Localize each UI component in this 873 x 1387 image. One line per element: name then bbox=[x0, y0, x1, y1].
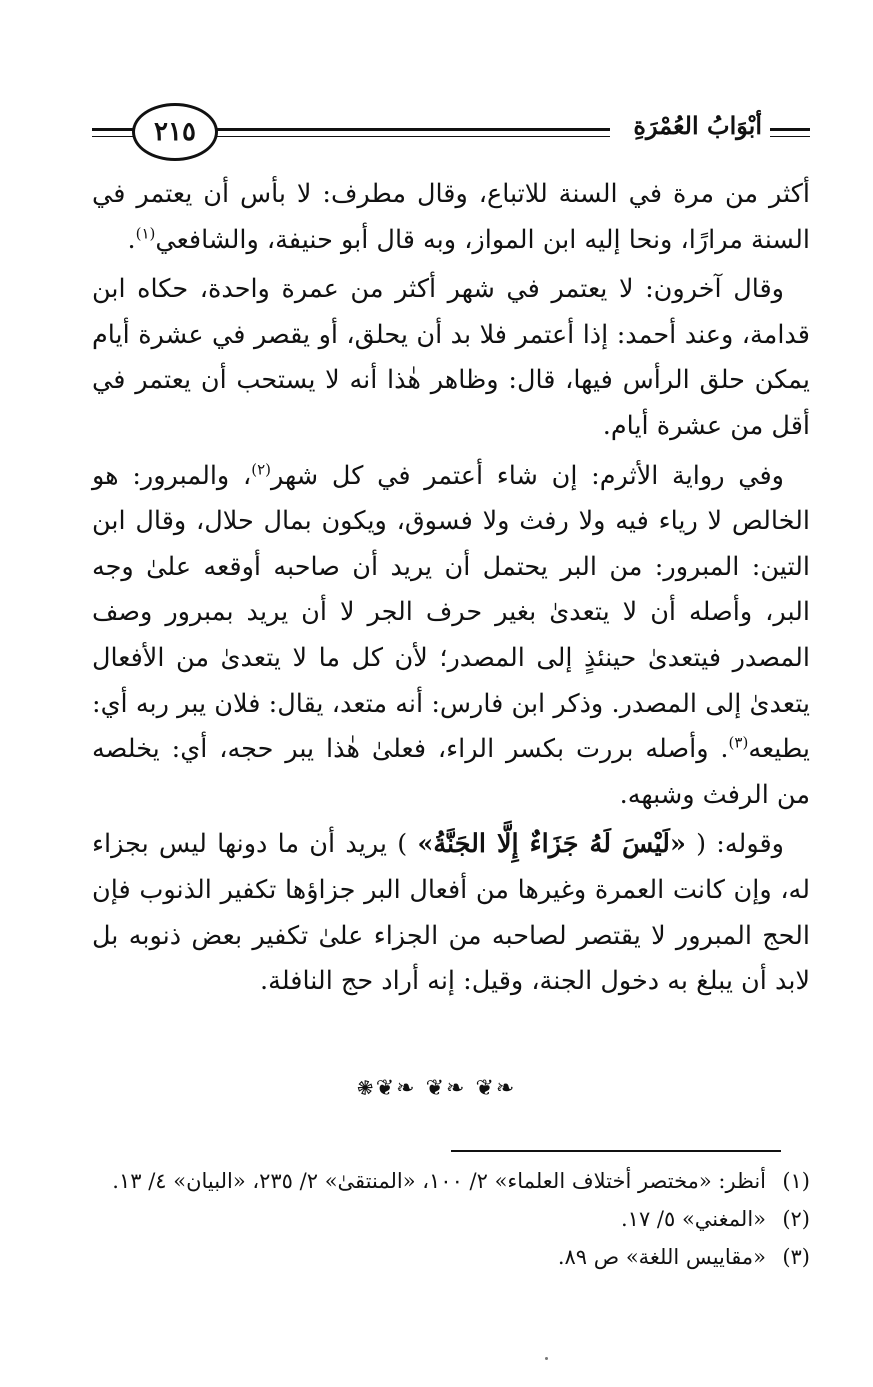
paragraph bbox=[92, 822, 810, 1004]
print-speck bbox=[545, 1357, 548, 1360]
footnote-text: «المغني» ٥/ ١٧. bbox=[620, 1207, 766, 1231]
text-run: أكثر من مرة في السنة للاتباع، وقال مطرف: لا بأس أن يعتمر في السنة مرارًا، ونحا إليه ابن المواز، وبه قال أبو حنيفة، والشافعي bbox=[92, 179, 810, 255]
footnote-marker: (٢) bbox=[251, 460, 271, 479]
footnote bbox=[92, 1238, 810, 1276]
footnote-marker: (٣) bbox=[728, 733, 749, 752]
footnote-number: (١) bbox=[782, 1169, 810, 1193]
header-rule-right bbox=[770, 128, 810, 137]
footnote-marker: (١) bbox=[135, 224, 156, 243]
section-end-ornament: 𖠇❦❧ ❦❧ ❦❧ bbox=[356, 1076, 517, 1101]
text-run: وقال آخرون: لا يعتمر في شهر أكثر من عمرة واحدة، حكاه ابن قدامة، وعند أحمد: إذا أعتمر فلا بد أن يحلق، أو يقصر في عشرة أيام يمكن حلق الرأس فيها، قال: وظاهر هٰذا أنه لا يستحب أن يعتمر في أقل من عشرة أيام. bbox=[92, 274, 810, 441]
text-run: . وأصله بررت بكسر الراء، فعلىٰ هٰذا يبر حجه، أي: يخلصه من الرفث وشبهه. bbox=[92, 734, 810, 810]
running-title: أبْوَابُ العُمْرَةِ bbox=[633, 111, 762, 140]
text-run: وقوله: ( bbox=[685, 829, 784, 860]
footnote-text: أنظر: «مختصر أختلاف العلماء» ٢/ ١٠٠، «المنتقىٰ» ٢/ ٢٣٥، «البيان» ٤/ ١٣. bbox=[112, 1169, 766, 1193]
header-rule-main bbox=[200, 128, 610, 137]
text-run: ) يريد أن ما دونها ليس بجزاء له، وإن كانت العمرة وغيرها من أفعال البر جزاؤها تكفير الذنوب فإن الحج المبرور لا يقتصر لصاحبه من الجزاء علىٰ تكفير بعض ذنوبه بل لابد أن يبلغ به دخول الجنة، وقيل: إنه أراد حج النافلة. bbox=[92, 829, 810, 997]
footnote-text: «مقاييس اللغة» ص ٨٩. bbox=[557, 1245, 766, 1269]
paragraph bbox=[92, 267, 810, 449]
page-number: ٢١٥ bbox=[132, 103, 218, 161]
running-header bbox=[92, 95, 810, 165]
footnote bbox=[92, 1200, 810, 1238]
paragraph bbox=[92, 454, 810, 819]
text-run: . bbox=[127, 224, 136, 255]
footnote-number: (٣) bbox=[782, 1245, 810, 1269]
footnote bbox=[92, 1162, 810, 1200]
body-text bbox=[92, 172, 810, 1005]
footnote-separator bbox=[451, 1150, 781, 1152]
hadith-quote: «لَيْسَ لَهُ جَزَاءٌ إِلَّا الجَنَّةُ» bbox=[417, 829, 686, 860]
text-run: ، والمبرور: هو الخالص لا رياء فيه ولا رفث ولا فسوق، ويكون بمال حلال، وقال ابن التين: المبرور: من البر يحتمل أن يريد أن صاحبه أوقعه علىٰ وجه البر، وأصله أن لا يتعدىٰ بغير حرف الجر لا أن يريد بمبرور وصف المصدر فيتعدىٰ حينئذٍ إلى المصدر؛ لأن كل ما لا يتعدىٰ من الأفعال يتعدىٰ إلى المصدر. وذكر ابن فارس: أنه متعد، يقال: فلان يبر ربه أي: يطيعه bbox=[92, 460, 810, 765]
footnote-number: (٢) bbox=[782, 1207, 810, 1231]
paragraph bbox=[92, 172, 810, 263]
text-run: وفي رواية الأثرم: إن شاء أعتمر في كل شهر bbox=[270, 460, 784, 491]
footnotes bbox=[92, 1162, 810, 1276]
